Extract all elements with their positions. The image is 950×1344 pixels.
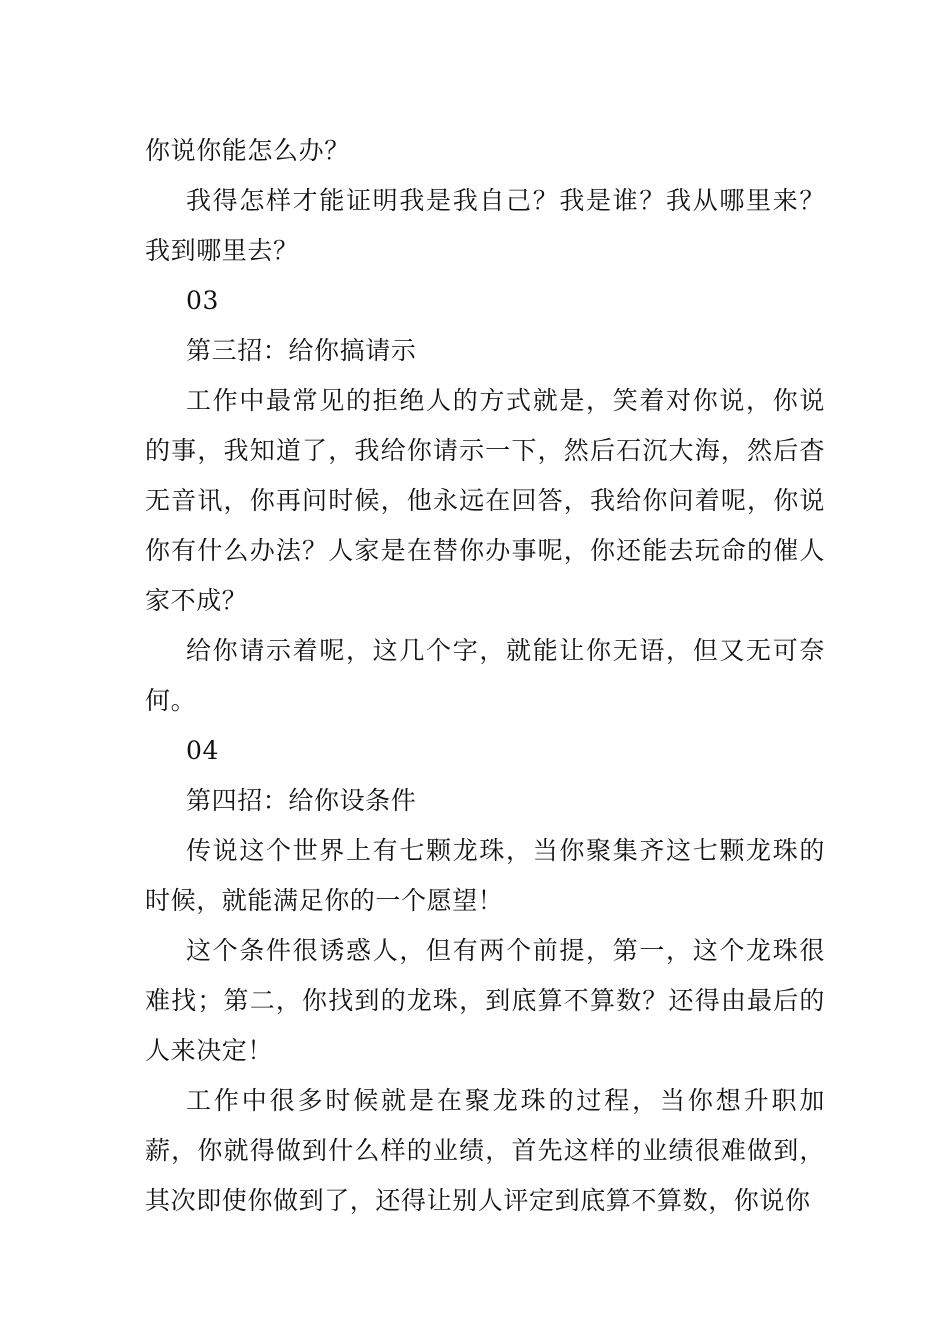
paragraph-11: 工作中很多时候就是在聚龙珠的过程，当你想升职加薪，你就得做到什么样的业绩，首先这样的业绩很难做到，其次即使你做到了，还得让别人评定到底算不算数，你说你 bbox=[145, 1086, 825, 1215]
paragraph-2: 我得怎样才能证明我是我自己？我是谁？我从哪里来？我到哪里去？ bbox=[145, 186, 825, 265]
paragraph-9: 传说这个世界上有七颗龙珠，当你聚集齐这七颗龙珠的时候，就能满足你的一个愿望！ bbox=[145, 836, 825, 915]
section-heading-4: 第四招：给你设条件 bbox=[186, 786, 417, 815]
section-heading-3: 第三招：给你搞请示 bbox=[186, 336, 417, 365]
paragraph-10: 这个条件很诱惑人，但有两个前提，第一，这个龙珠很难找；第二，你找到的龙珠，到底算不算数？还得由最后的人来决定！ bbox=[145, 936, 825, 1065]
paragraph-5: 工作中最常见的拒绝人的方式就是，笑着对你说，你说的事，我知道了，我给你请示一下，然后石沉大海，然后杳无音讯，你再问时候，他永远在回答，我给你问着呢，你说你有什么办法？人家是在替你办事呢，你还能去玩命的催人家不成？ bbox=[145, 386, 825, 615]
paragraph-6: 给你请示着呢，这几个字，就能让你无语，但又无可奈何。 bbox=[145, 636, 825, 715]
section-number-03: 03 bbox=[186, 286, 220, 315]
section-number-04: 04 bbox=[186, 736, 220, 765]
document-body bbox=[145, 126, 825, 1226]
paragraph-1: 你说你能怎么办？ bbox=[145, 136, 350, 165]
